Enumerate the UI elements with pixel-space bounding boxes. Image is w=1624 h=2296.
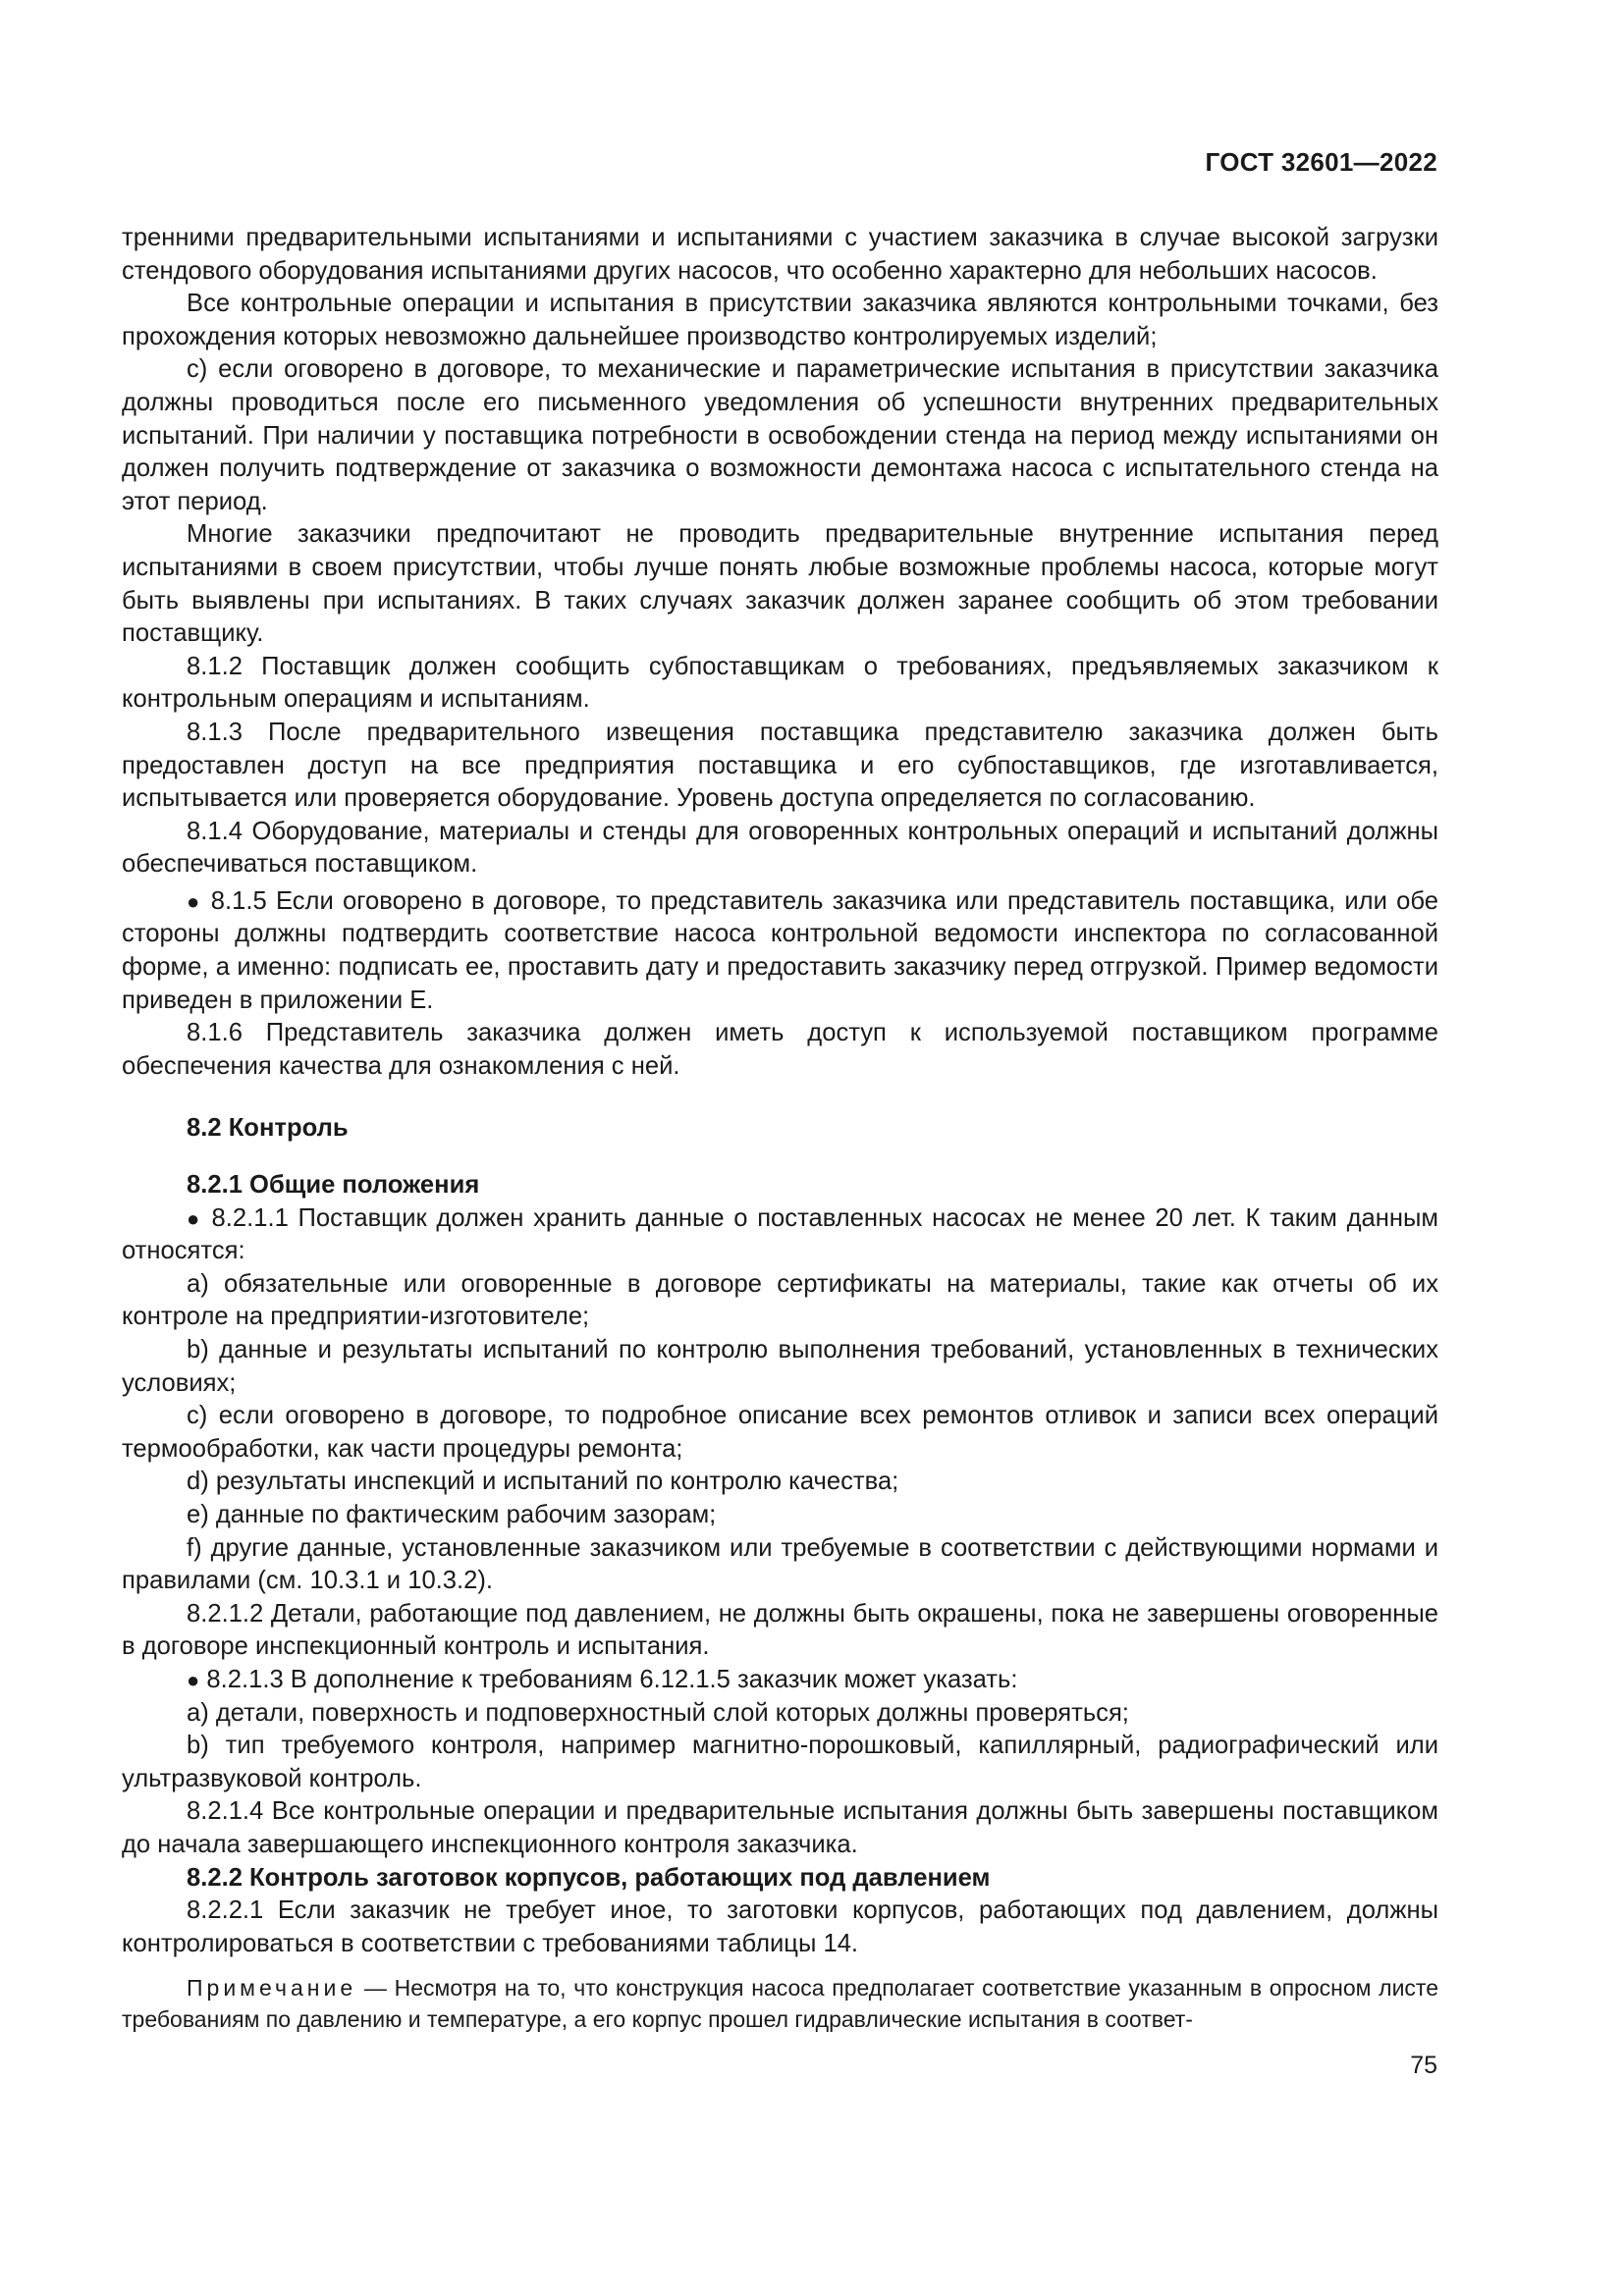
paragraph-text: 8.2.1.3 В дополнение к требованиям 6.12.1.5 заказчик может указать:	[206, 1665, 1018, 1693]
paragraph: 8.1.6 Представитель заказчика должен иметь доступ к используемой поставщиком программе обеспечения качества для ознакомления с ней.	[122, 1019, 1438, 1080]
paragraph-text: 8.2.1.1 Поставщик должен хранить данные о поставленных насосах не менее 20 лет. К таким данным относятся:	[122, 1203, 1438, 1265]
document-header: ГОСТ 32601—2022	[1205, 147, 1437, 177]
bullet-icon: ●	[187, 1667, 200, 1692]
bullet-icon: ●	[187, 888, 202, 914]
paragraph: 8.1.4 Оборудование, материалы и стенды для оговоренных контрольных операций и испытаний должны обеспечиваться поставщиком.	[122, 817, 1438, 879]
list-item: e) данные по фактическим рабочим зазорам;	[187, 1500, 717, 1528]
paragraph: 8.2.1.4 Все контрольные операции и предварительные испытания должны быть завершены поставщиком до начала завершающего инспекционного контроля заказчика.	[122, 1797, 1438, 1858]
subsection-heading: 8.2.2 Контроль заготовок корпусов, работающих под давлением	[187, 1863, 991, 1892]
list-item: b) данные и результаты испытаний по контролю выполнения требований, установленных в технических условиях;	[122, 1336, 1438, 1397]
paragraph: 8.1.3 После предварительного извещения поставщика представителю заказчика должен быть предоставлен доступ на все предприятия поставщика и его субпоставщиков, где изготавливается, испытывается или проверяется оборудование. Уровень доступа определяется по согласованию.	[122, 718, 1438, 813]
list-item: c) если оговорено в договоре, то подробное описание всех ремонтов отливок и записи всех операций термообработки, как части процедуры ремонта;	[122, 1402, 1438, 1463]
list-item: f) другие данные, установленные заказчиком или требуемые в соответствии с действующими нормами и правилами (см. 10.3.1 и 10.3.2).	[122, 1533, 1438, 1595]
paragraph: c) если оговорено в договоре, то механические и параметрические испытания в присутствии заказчика должны проводиться после его письменного уведомления об успешности внутренних предварительных испытаний. При наличии у поставщика потребности в освобождении стенда на период между испытаниями он должен получить подтверждение от заказчика о возможности демонтажа насоса с испытательного стенда на этот период.	[122, 355, 1438, 515]
list-item: b) тип требуемого контроля, например магнитно-порошковый, капиллярный, радиографический или ультразвуковой контроль.	[122, 1732, 1438, 1792]
note-paragraph	[122, 1972, 1438, 2035]
paragraph: тренними предварительными испытаниями и испытаниями с участием заказчика в случае высокой загрузки стендового оборудования испытаниями других насосов, что особенно характерно для небольших насосов.	[122, 224, 1438, 285]
paragraph: Все контрольные операции и испытания в присутствии заказчика являются контрольными точками, без прохождения которых невозможно дальнейшее производство контролируемых изделий;	[122, 290, 1438, 350]
note-text: — Несмотря на то, что конструкция насоса предполагает соответствие указанным в опросном листе требованиям по давлению и температуре, а его корпус прошел гидравлические испытания в соответ-	[122, 1975, 1438, 2033]
list-item: d) результаты инспекций и испытаний по контролю качества;	[187, 1468, 899, 1496]
bullet-icon: ●	[187, 1205, 202, 1231]
subsection-heading: 8.2.1 Общие положения	[187, 1171, 480, 1200]
list-item: a) детали, поверхность и подповерхностный слой которых должны проверяться;	[187, 1698, 1129, 1727]
page-number: 75	[1410, 2052, 1437, 2079]
bulleted-paragraph	[122, 885, 1438, 1017]
paragraph: Многие заказчики предпочитают не проводить предварительные внутренние испытания перед испытаниями в своем присутствии, чтобы лучше понять любые возможные проблемы насоса, которые могут быть выявлены при испытаниях. В таких случаях заказчик должен заранее сообщить об этом требовании поставщику.	[122, 520, 1438, 648]
paragraph: 8.2.2.1 Если заказчик не требует иное, то заготовки корпусов, работающих под давлением, должны контролироваться в соответствии с требованиями таблицы 14.	[122, 1896, 1438, 1957]
paragraph: 8.2.1.2 Детали, работающие под давлением, не должны быть окрашены, пока не завершены оговоренные в договоре инспекционный контроль и испытания.	[122, 1599, 1438, 1661]
paragraph: 8.1.2 Поставщик должен сообщить субпоставщикам о требованиях, предъявляемых заказчиком к контрольным операциям и испытаниям.	[122, 652, 1438, 714]
note-label: Примечание	[187, 1975, 357, 2002]
paragraph-text: 8.1.5 Если оговорено в договоре, то представитель заказчика или представитель поставщика, или обе стороны должны подтвердить соответствие насоса контрольной ведомости инспектора по согласованной форме, а именно: подписать ее, проставить дату и предоставить заказчику перед отгрузкой. Пример ведомости приведен в приложении Е.	[122, 886, 1438, 1014]
bulleted-paragraph	[122, 1202, 1438, 1268]
bulleted-paragraph	[122, 1664, 1438, 1697]
list-item: a) обязательные или оговоренные в договоре сертификаты на материалы, такие как отчеты об их контроле на предприятии-изготовителе;	[122, 1269, 1438, 1331]
section-heading: 8.2 Контроль	[187, 1114, 349, 1143]
document-body	[122, 222, 1438, 2035]
